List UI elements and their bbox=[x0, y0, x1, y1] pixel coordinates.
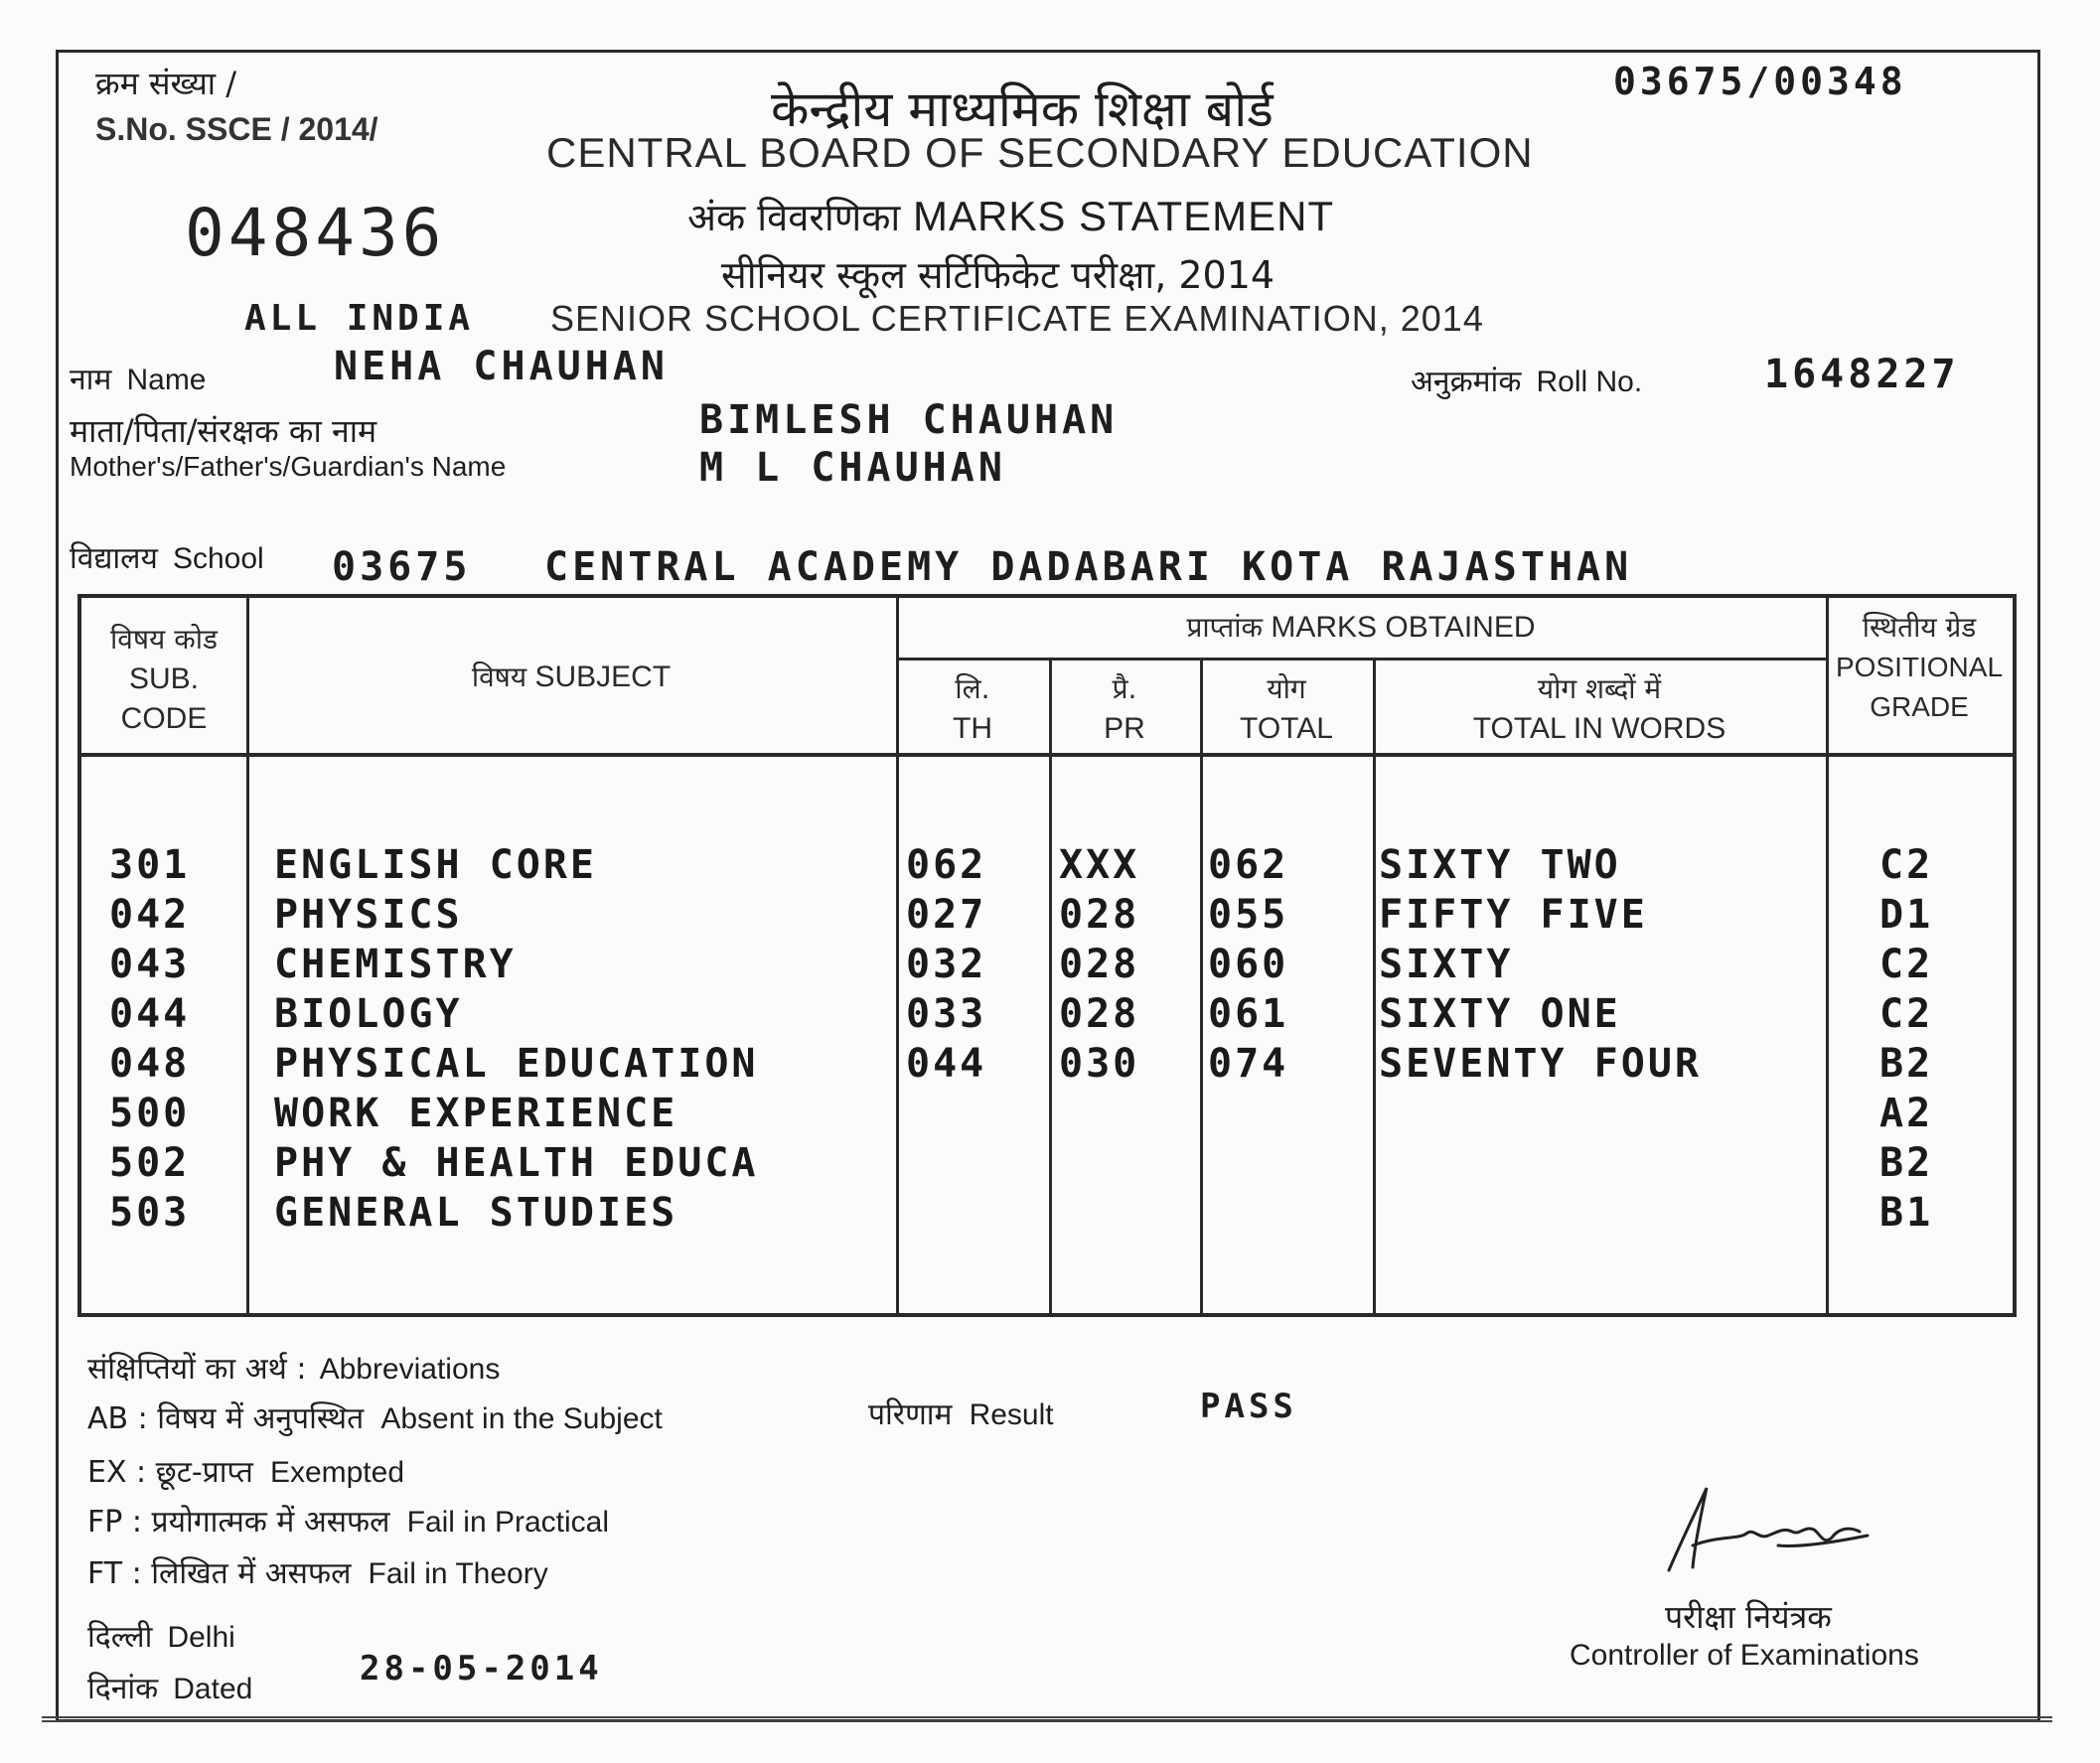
sub-code: 503 bbox=[109, 1190, 191, 1236]
abbreviation-fp: FP : प्रयोगात्मक में असफल Fail in Practical bbox=[87, 1505, 610, 1540]
controller-title: Controller of Examinations bbox=[1570, 1639, 1919, 1672]
mother-name: BIMLESH CHAUHAN bbox=[699, 397, 1119, 443]
subject-name: BIOLOGY bbox=[274, 991, 463, 1037]
serial-label: S.No. SSCE / 2014/ bbox=[95, 111, 378, 147]
serial-label-hindi: क्रम संख्या / bbox=[95, 65, 237, 102]
serial-number: 048436 bbox=[185, 195, 446, 271]
guardian-label: Mother's/Father's/Guardian's Name bbox=[70, 451, 507, 482]
subject-name: PHYSICS bbox=[274, 892, 463, 938]
date-label: दिनांक Dated bbox=[87, 1672, 253, 1706]
roll-number: 1648227 bbox=[1764, 352, 1960, 397]
abbreviation-ab: AB : विषय में अनुपस्थित Absent in the Subject bbox=[87, 1401, 663, 1436]
subject-name: GENERAL STUDIES bbox=[274, 1190, 678, 1236]
sub-code: 502 bbox=[109, 1140, 191, 1186]
statement-title-hindi: अंक विवरणिका bbox=[687, 196, 901, 239]
reference-number: 03675/00348 bbox=[1613, 60, 1907, 103]
total-marks: 061 bbox=[1208, 991, 1289, 1037]
abbreviations-title: संक्षिप्तियों का अर्थ : Abbreviations bbox=[87, 1352, 501, 1387]
practical-marks: 028 bbox=[1059, 942, 1140, 987]
theory-marks: 062 bbox=[906, 842, 987, 888]
name-label: नाम Name bbox=[70, 363, 207, 397]
total-marks: 074 bbox=[1208, 1041, 1289, 1087]
subject-name: ENGLISH CORE bbox=[274, 842, 597, 888]
exam-name-hindi: सीनियर स्कूल सर्टिफिकेट परीक्षा, 2014 bbox=[721, 253, 1275, 297]
theory-marks: 044 bbox=[906, 1041, 987, 1087]
exam-scope: ALL INDIA bbox=[244, 298, 475, 339]
place-label: दिल्ली Delhi bbox=[87, 1620, 235, 1655]
header-total: योग TOTAL bbox=[1240, 672, 1333, 745]
sub-code: 301 bbox=[109, 842, 191, 888]
sub-code: 048 bbox=[109, 1041, 191, 1087]
subject-name: WORK EXPERIENCE bbox=[274, 1091, 678, 1136]
header-pr: प्रै. PR bbox=[1104, 672, 1145, 745]
header-subject: विषय SUBJECT bbox=[471, 661, 672, 693]
marks-table bbox=[77, 594, 2017, 1317]
practical-marks: 028 bbox=[1059, 892, 1140, 938]
total-in-words: SIXTY bbox=[1379, 942, 1514, 987]
result-label: परिणाम Result bbox=[868, 1397, 1054, 1432]
total-in-words: SIXTY ONE bbox=[1379, 991, 1621, 1037]
row-divider bbox=[896, 658, 1826, 661]
sub-code: 043 bbox=[109, 942, 191, 987]
guardian-label-hindi: माता/पिता/संरक्षक का नाम bbox=[70, 412, 377, 450]
positional-grade: C2 bbox=[1879, 842, 1934, 888]
board-name: CENTRAL BOARD OF SECONDARY EDUCATION bbox=[546, 129, 1534, 176]
header-marks-obtained: प्राप्तांक MARKS OBTAINED bbox=[1186, 611, 1536, 644]
candidate-name: NEHA CHAUHAN bbox=[334, 344, 669, 389]
total-marks: 060 bbox=[1208, 942, 1289, 987]
father-name: M L CHAUHAN bbox=[699, 445, 1006, 491]
school-name: CENTRAL ACADEMY DADABARI KOTA RAJASTHAN bbox=[544, 544, 1633, 590]
subject-name: CHEMISTRY bbox=[274, 942, 517, 987]
practical-marks: XXX bbox=[1059, 842, 1140, 888]
total-in-words: SIXTY TWO bbox=[1379, 842, 1621, 888]
result-value: PASS bbox=[1200, 1387, 1297, 1426]
positional-grade: B2 bbox=[1879, 1140, 1934, 1186]
positional-grade: D1 bbox=[1879, 892, 1934, 938]
positional-grade: A2 bbox=[1879, 1091, 1934, 1136]
positional-grade: B1 bbox=[1879, 1190, 1934, 1236]
header-divider bbox=[81, 753, 2013, 757]
board-name-hindi: केन्द्रीय माध्यमिक शिक्षा बोर्ड bbox=[771, 80, 1274, 138]
statement-title-english: MARKS STATEMENT bbox=[913, 193, 1335, 239]
header-positional-grade: स्थितीय ग्रेड POSITIONAL GRADE bbox=[1835, 611, 2004, 722]
positional-grade: C2 bbox=[1879, 991, 1934, 1037]
controller-title-hindi: परीक्षा नियंत्रक bbox=[1665, 1598, 1832, 1636]
total-in-words: FIFTY FIVE bbox=[1379, 892, 1648, 938]
positional-grade: C2 bbox=[1879, 942, 1934, 987]
theory-marks: 027 bbox=[906, 892, 987, 938]
total-marks: 055 bbox=[1208, 892, 1289, 938]
header-sub-code: विषय कोड SUB. CODE bbox=[110, 623, 218, 735]
abbreviation-ex: EX : छूट-प्राप्त Exempted bbox=[87, 1455, 405, 1490]
header-total-in-words: योग शब्दों में TOTAL IN WORDS bbox=[1472, 672, 1726, 745]
controller-signature bbox=[1629, 1476, 1887, 1585]
subject-name: PHYSICAL EDUCATION bbox=[274, 1041, 759, 1087]
document-bottom-rule bbox=[42, 1716, 2052, 1722]
total-in-words: SEVENTY FOUR bbox=[1379, 1041, 1702, 1087]
total-marks: 062 bbox=[1208, 842, 1289, 888]
statement-title bbox=[687, 191, 1334, 242]
theory-marks: 033 bbox=[906, 991, 987, 1037]
header-th: लि. TH bbox=[953, 672, 992, 745]
positional-grade: B2 bbox=[1879, 1041, 1934, 1087]
school-code: 03675 bbox=[332, 544, 472, 590]
abbreviation-ft: FT : लिखित में असफल Fail in Theory bbox=[87, 1556, 548, 1591]
issue-date: 28-05-2014 bbox=[360, 1649, 603, 1689]
theory-marks: 032 bbox=[906, 942, 987, 987]
sub-code: 042 bbox=[109, 892, 191, 938]
school-label: विद्यालय School bbox=[70, 541, 264, 576]
exam-name: SENIOR SCHOOL CERTIFICATE EXAMINATION, 2014 bbox=[550, 298, 1484, 339]
subject-name: PHY & HEALTH EDUCA bbox=[274, 1140, 759, 1186]
col-divider bbox=[246, 598, 249, 1313]
sub-code: 044 bbox=[109, 991, 191, 1037]
sub-code: 500 bbox=[109, 1091, 191, 1136]
practical-marks: 028 bbox=[1059, 991, 1140, 1037]
roll-label: अनुक्रमांक Roll No. bbox=[1411, 365, 1643, 399]
practical-marks: 030 bbox=[1059, 1041, 1140, 1087]
